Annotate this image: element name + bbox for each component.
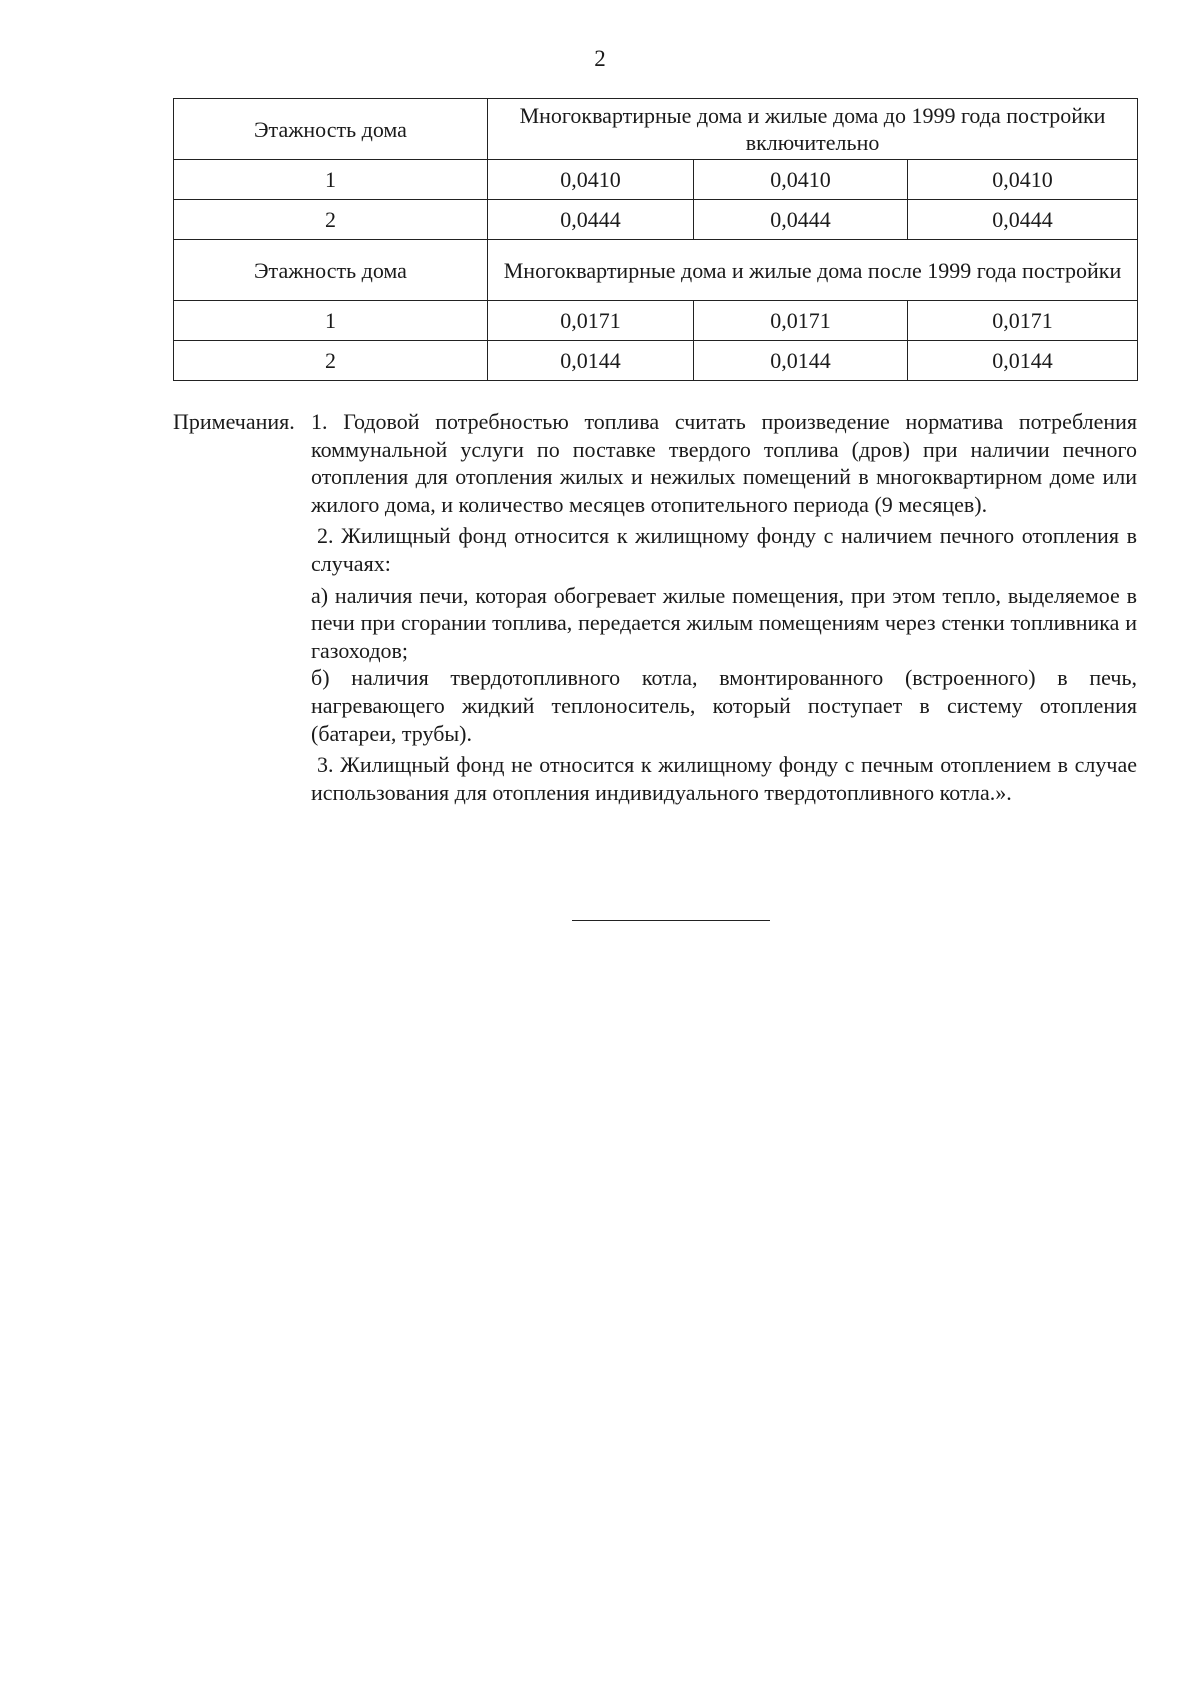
table-header-row — [174, 99, 1138, 160]
table-row — [174, 160, 1138, 200]
table-row — [174, 200, 1138, 240]
norm-value-cell: 0,0444 — [488, 200, 694, 240]
norm-value-cell: 0,0144 — [694, 341, 908, 381]
note-item: а) наличия печи, которая обогревает жилые помещения, при этом тепло, выделяемое в печи при сгорании топлива, передается жилым помещениям через стенки топливника и газоходов; — [311, 582, 1137, 663]
floor-count-cell: 1 — [174, 160, 488, 200]
note-item: 2. Жилищный фонд относится к жилищному фонду с наличием печного отопления в случаях: — [311, 523, 1137, 576]
notes-section — [173, 408, 1137, 806]
notes-label: Примечания. — [173, 409, 295, 434]
floor-count-header: Этажность дома — [174, 99, 488, 160]
norm-value-cell: 0,0144 — [488, 341, 694, 381]
norm-value-cell: 0,0410 — [488, 160, 694, 200]
note-item: 3. Жилищный фонд не относится к жилищному фонду с печным отоплением в случае использования для отопления индивидуального твердотопливного котла.». — [311, 752, 1137, 805]
note-item: б) наличия твердотопливного котла, вмонтированного (встроенного) в печь, нагревающего жидкий теплоноситель, который поступает в систему отопления (батареи, трубы). — [311, 665, 1137, 746]
floor-count-cell: 2 — [174, 200, 488, 240]
notes-body — [311, 408, 1137, 806]
norm-value-cell: 0,0444 — [908, 200, 1138, 240]
floor-count-cell: 2 — [174, 341, 488, 381]
fuel-norms-table — [173, 98, 1138, 381]
page-number: 2 — [594, 46, 606, 71]
norm-value-cell: 0,0444 — [694, 200, 908, 240]
norm-value-cell: 0,0171 — [694, 301, 908, 341]
end-separator-line — [572, 920, 770, 921]
floor-count-cell: 1 — [174, 301, 488, 341]
floor-count-header: Этажность дома — [174, 240, 488, 301]
table-header-row — [174, 240, 1138, 301]
norm-value-cell: 0,0410 — [908, 160, 1138, 200]
note-item: 1. Годовой потребностью топлива считать произведение норматива потребления коммунальной услуги по поставке твердого топлива (дров) при наличии печного отопления для отопления жилых и нежилых помещений в многоквартирном доме или жилого дома, и количество месяцев отопительного периода (9 месяцев). — [311, 409, 1137, 517]
norm-value-cell: 0,0144 — [908, 341, 1138, 381]
norm-value-cell: 0,0171 — [908, 301, 1138, 341]
category-header: Многоквартирные дома и жилые дома до 1999 года постройки включительно — [488, 99, 1138, 160]
table-row — [174, 301, 1138, 341]
table-row — [174, 341, 1138, 381]
category-header: Многоквартирные дома и жилые дома после 1999 года постройки — [488, 240, 1138, 301]
norm-value-cell: 0,0410 — [694, 160, 908, 200]
norm-value-cell: 0,0171 — [488, 301, 694, 341]
